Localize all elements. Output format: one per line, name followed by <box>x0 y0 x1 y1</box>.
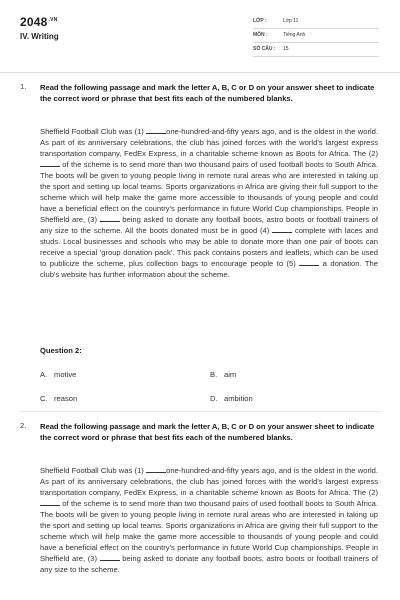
question-number: 2. <box>20 421 27 430</box>
info-value: Tiếng Anh <box>283 32 306 38</box>
option-letter: B. <box>210 370 218 379</box>
info-row-count <box>253 43 379 57</box>
info-row-class <box>253 15 379 29</box>
logo-text: 2048 <box>20 15 48 29</box>
info-row-subject <box>253 29 379 43</box>
passage-text: of the scheme is to send more than two thousand pairs of used football boots to South Africa. The boots will be given to young people living in remote rural areas who are interested in taking up the sport and setting up local teams. Sports organizations in Africa are giving their full support to the scheme which will help make the game more accessible to thousands of young people and could have a beneficial effect on the country's performance in future World Cup championships. People in Sheffield are, (3) <box>40 160 378 224</box>
question-instruction: Read the following passage and mark the letter A, B, C or D on your answer sheet to indicate the correct word or phrase that best fits each of the numbered blanks. <box>40 422 375 442</box>
info-label: SỐ CÂU : <box>253 46 276 52</box>
logo-suffix: .VN <box>48 17 58 23</box>
answer-blank <box>100 214 120 222</box>
option-a[interactable] <box>40 370 76 379</box>
passage-text: Sheffield Football Club was (1) <box>40 127 147 136</box>
answer-blank <box>40 159 60 167</box>
page-header <box>0 0 400 72</box>
answer-blank <box>146 126 166 134</box>
info-label: LỚP : <box>253 18 267 24</box>
option-text: aim <box>224 370 237 379</box>
section-title: IV. Writing <box>20 32 59 41</box>
option-text: motive <box>54 370 77 379</box>
option-b[interactable] <box>210 370 236 379</box>
info-value: 15 <box>283 46 289 52</box>
info-panel <box>253 15 379 57</box>
header-divider <box>0 72 400 73</box>
site-logo[interactable] <box>20 15 57 29</box>
reading-passage <box>40 126 378 280</box>
option-letter: D. <box>210 394 218 403</box>
answer-blank <box>40 498 60 506</box>
answer-blank <box>100 553 120 561</box>
reading-passage <box>40 465 378 575</box>
info-label: MÔN : <box>253 32 268 38</box>
option-letter: C. <box>40 394 48 403</box>
option-text: ambition <box>224 394 253 403</box>
passage-text: Sheffield Football Club was (1) <box>40 466 147 475</box>
passage-text: one-hundred-and-fifty years ago, and is the oldest in the world. As part of its anniversary celebrations, the club has joined forces with the world's largest express transportation company, FedEx Express, in a charitable scheme known as Boots for Africa. The (2) <box>40 466 378 497</box>
answer-blank <box>146 465 166 473</box>
passage-text: being asked to donate any football boots, astro boots or football trainers of any size to the scheme. All the boots donated must be in good (4) <box>40 215 378 235</box>
passage-text: a donation. The club's website has further information about the scheme. <box>40 259 379 279</box>
option-c[interactable] <box>40 394 77 403</box>
option-text: reason <box>54 394 78 403</box>
answer-blank <box>299 258 319 266</box>
passage-text: complete with laces and studs. Local businesses and schools who may be able to donate more than one pair of boots can receive a special 'group donation pack'. This pack contains posters and leaflets, which can be used to publicize the scheme, plus collection bags to encourage people to (5) <box>40 226 378 268</box>
question-separator <box>20 411 382 412</box>
passage-text: being asked to donate any football boots, astro boots or football trainers of any size to the scheme. <box>40 554 378 574</box>
info-value: Lớp 11 <box>283 18 299 24</box>
sub-question-label: Question 2: <box>40 346 82 355</box>
passage-text: of the scheme is to send more than two thousand pairs of used football boots to South Africa. The boots will be given to young people living in remote rural areas who are interested in taking up the sport and setting up local teams. Sports organizations in Africa are giving their full support to the scheme which will help make the game more accessible to thousands of young people and could have a beneficial effect on the country's performance in future World Cup championships. People in Sheffield are, (3) <box>40 499 378 563</box>
answer-blank <box>272 225 292 233</box>
passage-text: one-hundred-and-fifty years ago, and is the oldest in the world. As part of its anniversary celebrations, the club has joined forces with the world's largest express transportation company, FedEx Express, in a charitable scheme known as Boots for Africa. The (2) <box>40 127 378 158</box>
question-instruction: Read the following passage and mark the letter A, B, C or D on your answer sheet to indicate the correct word or phrase that best fits each of the numbered blanks. <box>40 83 375 103</box>
option-letter: A. <box>40 370 48 379</box>
question-number: 1. <box>20 82 27 91</box>
option-d[interactable] <box>210 394 253 403</box>
